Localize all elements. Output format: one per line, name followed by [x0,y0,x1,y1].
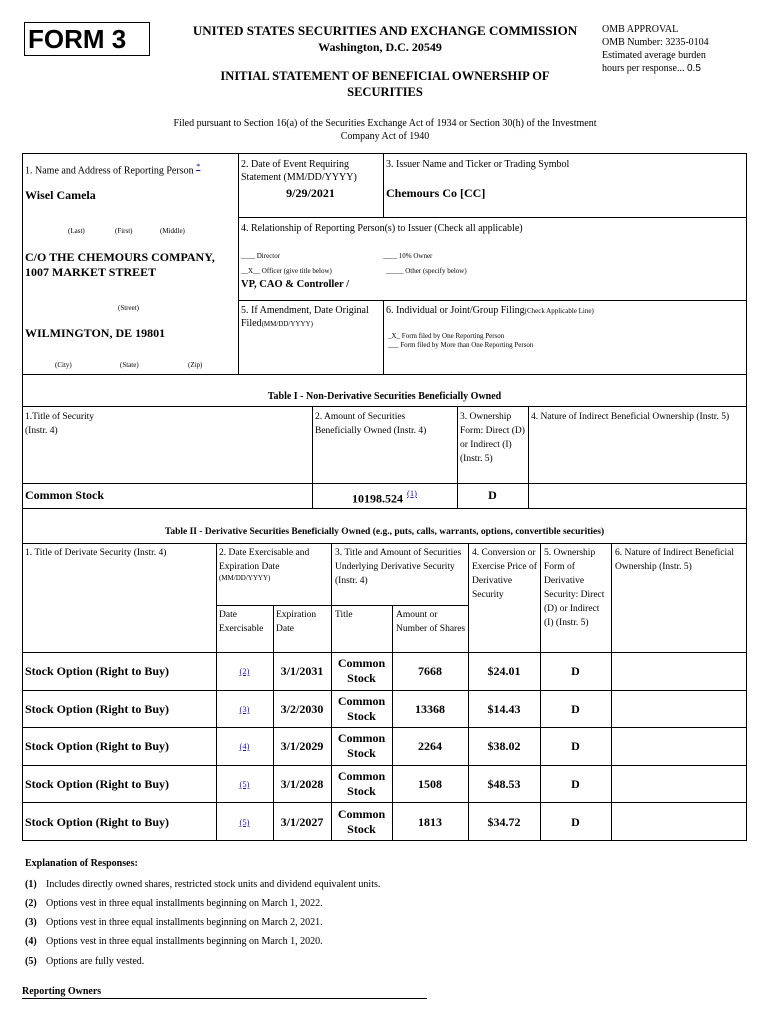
t2-underlying-title: Common Stock [337,656,386,685]
t2-expiration: 3/1/2027 [280,815,324,829]
t2-form: D [571,702,580,716]
t1-row-amount [312,488,457,507]
t2-security: Stock Option (Right to Buy) [25,739,170,753]
reporting-person-address: C/O THE CHEMOURS COMPANY, 1007 MARKET STREET [25,250,215,279]
filing-multiple-persons-option[interactable]: ___ Form filed by More than One Reporting Person [388,341,534,349]
box6-label [386,304,746,318]
note-number: (1) [25,879,37,890]
form-label: FORM 3 [28,24,127,54]
footnote-2-link[interactable]: (2) [239,666,250,676]
box1-label-text: 1. Name and Address of Reporting Person [25,165,194,177]
t2-price: $14.43 [487,702,521,716]
t2-expiration: 3/1/2031 [280,664,324,678]
t2-security: Stock Option (Right to Buy) [25,702,170,716]
box5-label [241,304,381,330]
filing-one-person-option[interactable]: _X_ Form filed by One Reporting Person [388,332,505,340]
omb-number: OMB Number: 3235-0104 [602,37,709,48]
label-last: (Last) [68,227,85,235]
t2-expiration: 3/1/2028 [280,777,324,791]
footnote-4-link[interactable]: (4) [239,741,250,751]
t2-sub-expiration: Expiration Date [276,610,317,634]
t2-header-dates [219,546,331,583]
t2-header-underlying: 3. Title and Amount of Securities Underlying Derivative Security (Instr. 4) [335,548,462,586]
omb-burden: Estimated average burden [602,50,706,61]
note-number: (4) [25,936,37,947]
agency-location: Washington, D.C. 20549 [318,40,442,54]
t2-form: D [571,815,580,829]
label-zip: (Zip) [188,361,203,369]
omb-approval: OMB APPROVAL [602,24,679,35]
t2-underlying-title: Common Stock [337,769,386,798]
t2-sub-amount: Amount or Number of Shares [396,610,466,634]
omb-hours-value: 0.5 [686,63,701,74]
note-text: Options are fully vested. [46,956,145,967]
other-checkbox[interactable]: _____ Other (specify below) [386,267,467,275]
box4-label: 4. Relationship of Reporting Person(s) to Issuer (Check all applicable) [241,223,523,234]
officer-title: VP, CAO & Controller / [241,279,350,290]
t2-expiration: 3/2/2030 [280,702,324,716]
t1-row-form: D [488,488,497,502]
filed-pursuant: Filed pursuant to Section 16(a) of the Securities Exchange Act of 1934 or Section 30(h) of the Investment Company Act of 1940 [173,118,597,142]
t2-shares: 1813 [418,815,442,829]
t2-sub-date-exercisable: Date Exercisable [219,610,264,634]
table2-title: Table II - Derivative Securities Beneficially Owned (e.g., puts, calls, warrants, options, convertible securities) [164,527,605,537]
box2-label: 2. Date of Event Requiring Statement (MM/DD/YYYY) [241,159,357,183]
t2-header-price: 4. Conversion or Exercise Price of Derivative Security [472,548,537,600]
t2-shares: 2264 [418,739,442,753]
omb-hours-label: hours per response... [602,63,685,74]
officer-checkbox[interactable]: __X__ Officer (give title below) [241,267,332,275]
t1-header-amount: 2. Amount of Securities Beneficially Owned (Instr. 4) [315,412,427,436]
footnote-3-link[interactable]: (3) [239,704,250,714]
omb-hours [602,62,762,75]
note-number: (2) [25,898,37,909]
label-city: (City) [55,361,72,369]
box5-label-text: 5. If Amendment, Date Original Filed [241,305,369,329]
footnote-5-link[interactable]: (5) [239,779,250,789]
event-date: 9/29/2021 [286,186,335,200]
director-checkbox[interactable]: ____ Director [241,252,281,260]
table1-title: Table I - Non-Derivative Securities Beneficially Owned [267,391,502,402]
footnote-star-link[interactable]: * [196,161,201,171]
t2-form: D [571,777,580,791]
t2-underlying-title: Common Stock [337,807,386,836]
footnote-1-link[interactable]: (1) [407,488,417,498]
t2-shares: 1508 [418,777,442,791]
t2-security: Stock Option (Right to Buy) [25,664,170,678]
t1-amount-value: 10198.524 [352,491,404,506]
t1-header-nature: 4. Nature of Indirect Beneficial Ownership (Instr. 5) [531,412,730,422]
t2-security: Stock Option (Right to Buy) [25,777,170,791]
note-number: (5) [25,956,37,967]
t2-underlying-title: Common Stock [337,694,386,723]
t2-underlying-title: Common Stock [337,731,386,760]
t2-header-dates-format: (MM/DD/YYYY) [219,574,271,582]
t2-shares: 13368 [415,702,445,716]
t2-security: Stock Option (Right to Buy) [25,815,170,829]
t2-price: $34.72 [487,815,521,829]
t2-sub-title: Title [335,610,353,620]
t2-form: D [571,664,580,678]
issuer-name: Chemours Co [CC] [386,186,486,200]
t2-header-ownership: 5. Ownership Form of Derivative Security: Direct (D) or Indirect (I) (Instr. 5) [544,548,605,628]
t2-price: $48.53 [487,777,521,791]
note-text: Options vest in three equal installments beginning on March 2, 2021. [46,917,323,928]
footnote-5-link[interactable]: (5) [239,817,250,827]
t2-price: $24.01 [487,664,521,678]
box6-label-small: (Check Applicable Line) [524,307,594,315]
t2-form: D [571,739,580,753]
label-street: (Street) [118,304,139,312]
t1-header-ownership: 3. Ownership Form: Direct (D) or Indirect (I) (Instr. 5) [460,412,525,464]
label-first: (First) [115,227,133,235]
agency-name: UNITED STATES SECURITIES AND EXCHANGE COMMISSION [192,23,578,38]
explanation-heading: Explanation of Responses: [25,858,138,869]
reporting-person-name: Wisel Camela [25,188,96,202]
box6-label-text: 6. Individual or Joint/Group Filing [386,305,525,316]
reporting-owners-heading: Reporting Owners [22,986,102,997]
box3-label: 3. Issuer Name and Ticker or Trading Symbol [386,159,570,170]
t2-price: $38.02 [487,739,521,753]
form-label-box [24,22,150,56]
t2-header-dates-text: 2. Date Exercisable and Expiration Date [219,548,310,572]
ten-percent-owner-checkbox[interactable]: ____ 10% Owner [383,252,433,260]
label-state: (State) [120,361,139,369]
note-text: Options vest in three equal installments beginning on March 1, 2022. [46,898,323,909]
form-title: INITIAL STATEMENT OF BENEFICIAL OWNERSHIP OF SECURITIES [220,69,550,99]
reporting-person-city: WILMINGTON, DE 19801 [25,326,166,340]
box1-label [25,160,237,177]
t2-header-security: 1. Title of Derivate Security (Instr. 4) [25,548,167,558]
t2-expiration: 3/1/2029 [280,739,324,753]
t2-header-nature: 6. Nature of Indirect Beneficial Ownership (Instr. 5) [615,548,734,572]
note-text: Options vest in three equal installments beginning on March 1, 2020. [46,936,323,947]
label-middle: (Middle) [160,227,185,235]
box5-label-small: (MM/DD/YYYY) [261,320,313,328]
note-number: (3) [25,917,37,928]
note-text: Includes directly owned shares, restricted stock units and dividend equivalent units. [46,879,381,890]
t2-shares: 7668 [418,664,442,678]
omb-box [602,23,762,75]
t1-row-title: Common Stock [25,488,105,502]
t1-header-title: 1.Title of Security (Instr. 4) [25,412,95,436]
